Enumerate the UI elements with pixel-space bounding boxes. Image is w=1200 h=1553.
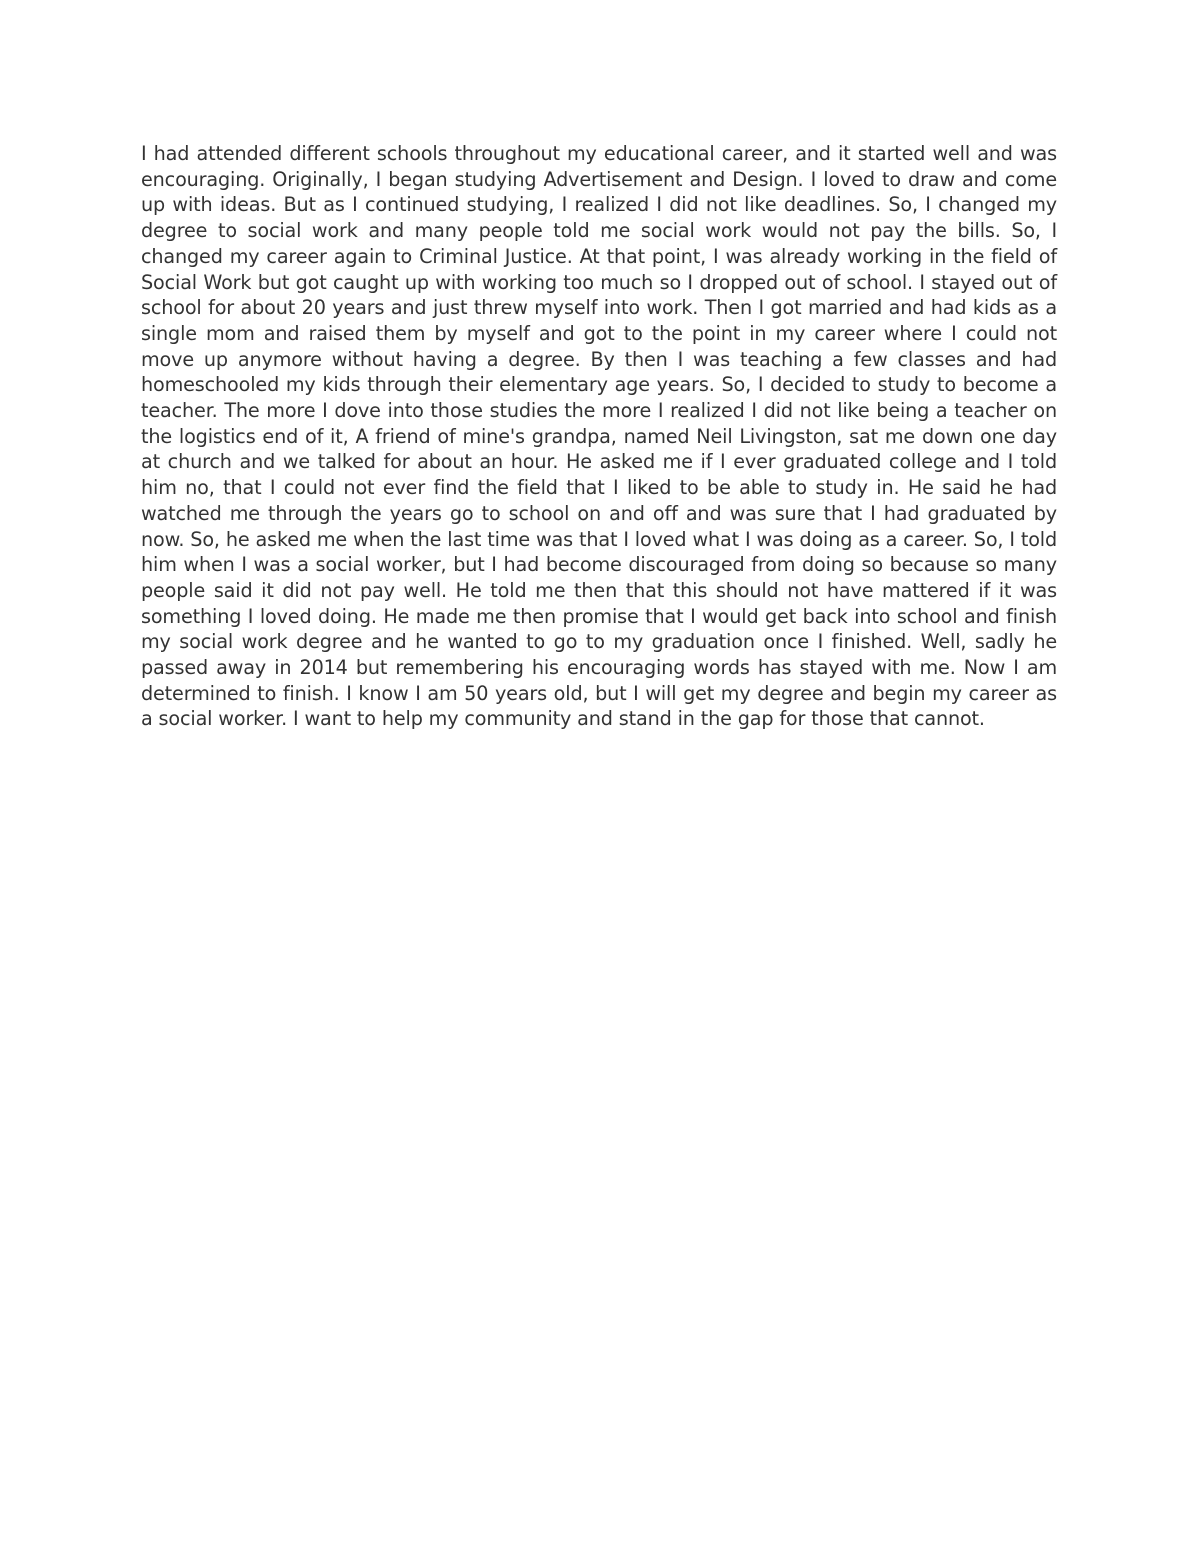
body-paragraph: I had attended different schools throughout my educational career, and it started well and was encouraging. Originally, I began studying Advertisement and Design. I loved to draw and come up with ideas. But as I continued studying, I realized I did not like deadlines. So, I changed my degree to social work and many people told me social work would not pay the bills. So, I changed my career again to Criminal Justice. At that point, I was already working in the field of Social Work but got caught up with working too much so I dropped out of school. I stayed out of school for about 20 years and just threw myself into work. Then I got married and had kids as a single mom and raised them by myself and got to the point in my career where I could not move up anymore without having a degree. By then I was teaching a few classes and had homeschooled my kids through their elementary age years. So, I decided to study to become a teacher. The more I dove into those studies the more I realized I did not like being a teacher on the logistics end of it, A friend of mine's grandpa, named Neil Livingston, sat me down one day at church and we talked for about an hour. He asked me if I ever graduated college and I told him no, that I could not ever find the field that I liked to be able to study in. He said he had watched me through the years go to school on and off and was sure that I had graduated by now. So, he asked me when the last time was that I loved what I was doing as a career. So, I told him when I was a social worker, but I had become discouraged from doing so because so many people said it did not pay well. He told me then that this should not have mattered if it was something I loved doing. He made me then promise that I would get back into school and finish my social work degree and he wanted to go to my graduation once I finished. Well, sadly he passed away in 2014 but remembering his encouraging words has stayed with me. Now I am determined to finish. I know I am 50 years old, but I will get my degree and begin my career as a social worker. I want to help my community and stand in the gap for those that cannot. [141, 142, 1057, 731]
